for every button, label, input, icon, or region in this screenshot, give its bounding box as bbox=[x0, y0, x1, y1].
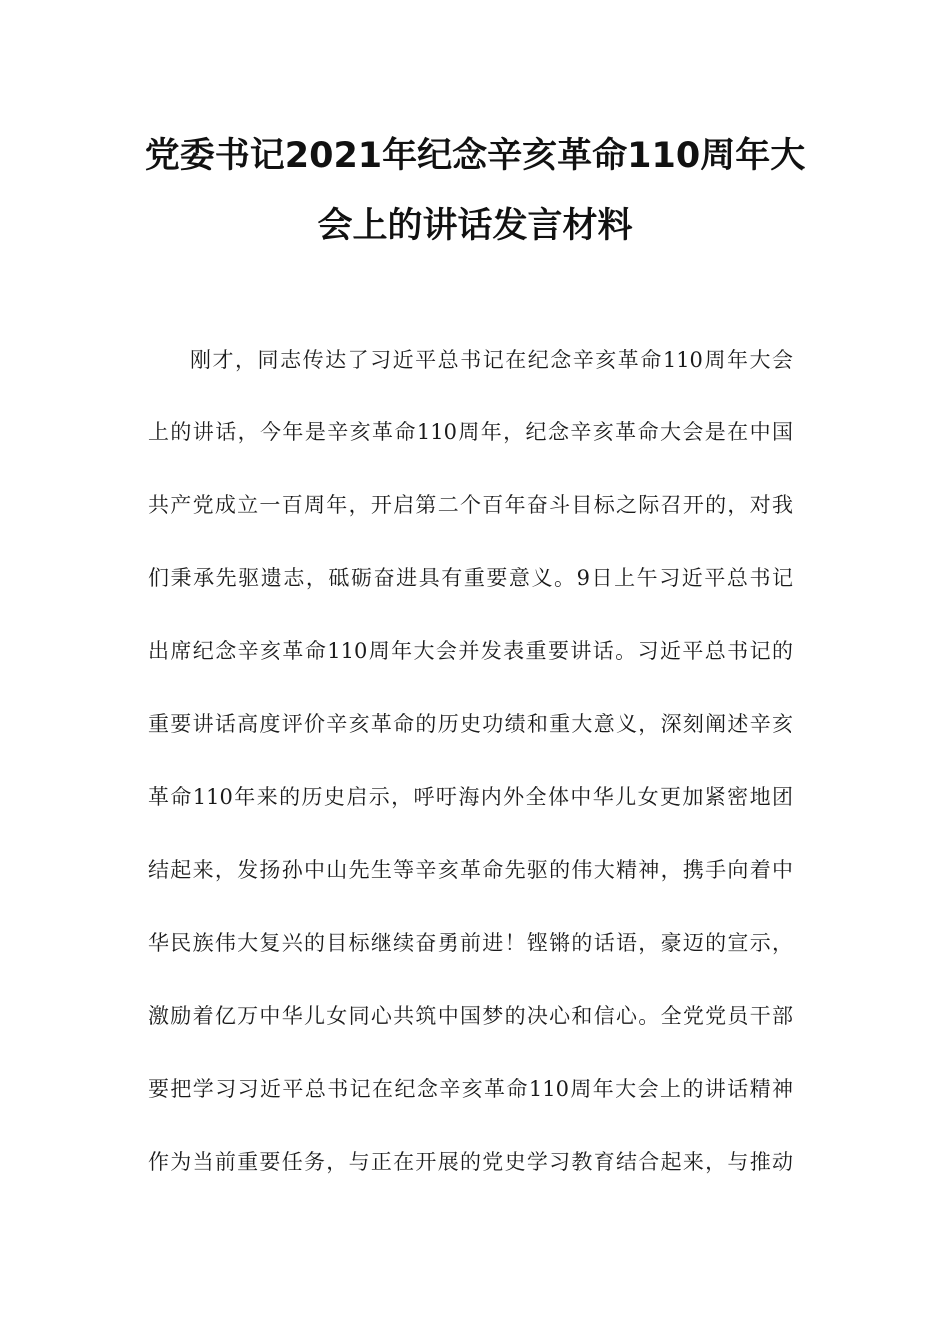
body-line: 激励着亿万中华儿女同心共筑中国梦的决心和信心。全党党员干部 bbox=[148, 1004, 793, 1028]
body-line: 重要讲话高度评价辛亥革命的历史功绩和重大意义，深刻阐述辛亥 bbox=[148, 712, 793, 736]
body-line: 作为当前重要任务，与正在开展的党史学习教育结合起来，与推动 bbox=[148, 1150, 793, 1174]
body-line: 们秉承先驱遗志，砥砺奋进具有重要意义。9日上午习近平总书记 bbox=[148, 566, 793, 590]
document-title-line-1: 党委书记2021年纪念辛亥革命110周年大 bbox=[144, 136, 806, 176]
document-title-line-2: 会上的讲话发言材料 bbox=[317, 206, 633, 246]
body-line: 要把学习习近平总书记在纪念辛亥革命110周年大会上的讲话精神 bbox=[148, 1077, 793, 1101]
body-line: 上的讲话，今年是辛亥革命110周年，纪念辛亥革命大会是在中国 bbox=[148, 420, 793, 444]
body-line: 出席纪念辛亥革命110周年大会并发表重要讲话。习近平总书记的 bbox=[148, 639, 793, 663]
body-line: 刚才，同志传达了习近平总书记在纪念辛亥革命110周年大会 bbox=[190, 348, 793, 372]
body-line: 革命110年来的历史启示，呼吁海内外全体中华儿女更加紧密地团 bbox=[148, 785, 793, 809]
body-line: 结起来，发扬孙中山先生等辛亥革命先驱的伟大精神，携手向着中 bbox=[148, 858, 793, 882]
body-line: 华民族伟大复兴的目标继续奋勇前进！铿锵的话语，豪迈的宣示， bbox=[148, 931, 793, 955]
body-line: 共产党成立一百周年，开启第二个百年奋斗目标之际召开的，对我 bbox=[148, 493, 793, 517]
